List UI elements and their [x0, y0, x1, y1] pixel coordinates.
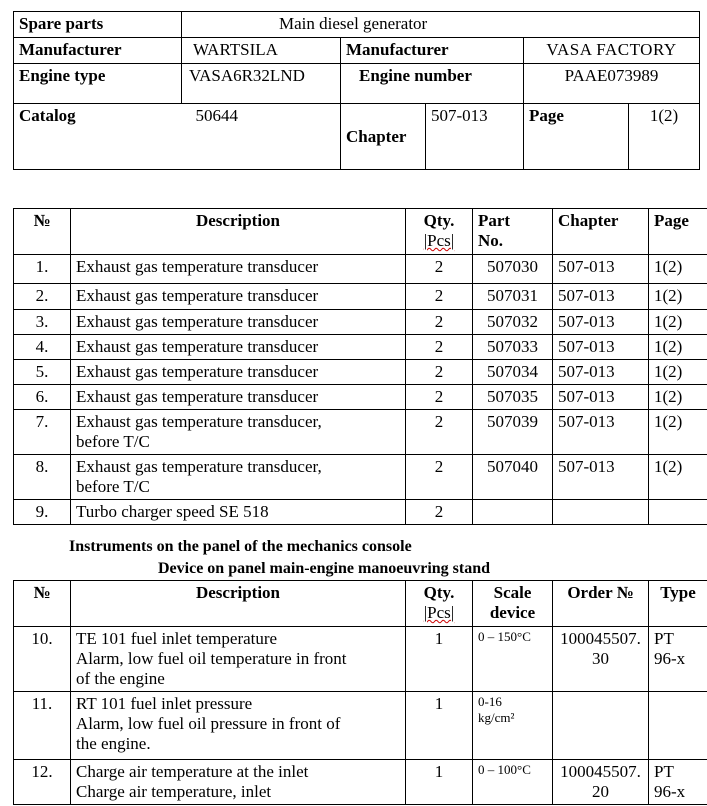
row-qty: 1	[406, 627, 473, 692]
row-description-line3: of the engine	[76, 669, 165, 688]
row-description	[71, 255, 406, 284]
row-chapter: 507-013	[553, 335, 649, 360]
row-description	[71, 335, 406, 360]
row-scale-line1: 0 – 100°C	[478, 762, 531, 777]
table-row	[14, 627, 707, 692]
row-scale-line2: kg/cm²	[478, 710, 515, 725]
table-row	[14, 255, 707, 284]
row-description-line2: before T/C	[76, 477, 150, 496]
header-table	[13, 11, 700, 170]
row-qty: 1	[406, 760, 473, 805]
manufacturer2-label: Manufacturer	[341, 38, 524, 64]
row-qty: 2	[406, 335, 473, 360]
row-type	[649, 760, 707, 805]
table-row	[14, 500, 707, 525]
row-part: 507039	[473, 410, 553, 455]
row-qty: 2	[406, 410, 473, 455]
row-part: 507032	[473, 310, 553, 335]
col-part-label2: No.	[478, 231, 504, 250]
icol-type: Type	[649, 581, 707, 627]
row-description	[71, 500, 406, 525]
row-scale-line1: 0 – 150°C	[478, 629, 531, 644]
row-description-line1: Exhaust gas temperature transducer	[76, 362, 319, 381]
row-part: 507033	[473, 335, 553, 360]
row-description	[71, 410, 406, 455]
row-page: 1(2)	[649, 385, 707, 410]
table-row	[14, 385, 707, 410]
col-qty-label: Qty.	[423, 211, 455, 230]
row-description-line2: Alarm, low fuel oil temperature in front	[76, 649, 347, 668]
row-description	[71, 310, 406, 335]
row-description-line1: Exhaust gas temperature transducer	[76, 257, 319, 276]
catalog-value: 50644	[182, 104, 341, 170]
row-no: 8.	[14, 455, 71, 500]
row-description-line1: TE 101 fuel inlet temperature	[76, 629, 278, 648]
row-description	[71, 385, 406, 410]
row-page: 1(2)	[649, 310, 707, 335]
row-qty: 2	[406, 310, 473, 335]
row-description-line1: RT 101 fuel inlet pressure	[76, 694, 253, 713]
row-order	[553, 760, 649, 805]
row-no: 12.	[14, 760, 71, 805]
row-description-line2: before T/C	[76, 432, 150, 451]
row-part: 507031	[473, 284, 553, 310]
row-page: 1(2)	[649, 255, 707, 284]
manufacturer2-value: VASA FACTORY	[524, 38, 700, 64]
row-scale	[473, 760, 553, 805]
row-order-line2: 30	[592, 649, 609, 668]
spare-parts-label: Spare parts	[14, 12, 182, 38]
chapter-label: Chapter	[341, 104, 426, 170]
row-no: 6.	[14, 385, 71, 410]
row-no: 5.	[14, 360, 71, 385]
row-scale	[473, 627, 553, 692]
row-description-line3: the engine.	[76, 734, 151, 753]
icol-qty	[406, 581, 473, 627]
row-order-line1: 100045507.	[560, 629, 641, 648]
table-row	[14, 335, 707, 360]
row-part: 507030	[473, 255, 553, 284]
chapter-value: 507-013	[426, 104, 524, 170]
row-order	[553, 627, 649, 692]
row-chapter: 507-013	[553, 410, 649, 455]
col-no: №	[14, 209, 71, 255]
icol-order: Order №	[553, 581, 649, 627]
row-description-line2: Charge air temperature, inlet	[76, 782, 272, 801]
row-description-line1: Exhaust gas temperature transducer	[76, 387, 319, 406]
col-part	[473, 209, 553, 255]
table-row	[14, 360, 707, 385]
parts-table	[13, 208, 707, 525]
caption-line1: Instruments on the panel of the mechanics console	[69, 538, 412, 555]
row-description	[71, 760, 406, 805]
row-type-line2: 96-x	[654, 782, 686, 801]
row-chapter: 507-013	[553, 255, 649, 284]
table-row	[14, 284, 707, 310]
row-no: 4.	[14, 335, 71, 360]
row-description-line1: Exhaust gas temperature transducer	[76, 337, 319, 356]
row-part: 507034	[473, 360, 553, 385]
row-qty: 1	[406, 692, 473, 760]
table-row	[14, 310, 707, 335]
row-description	[71, 627, 406, 692]
row-chapter: 507-013	[553, 385, 649, 410]
row-order-line1: 100045507.	[560, 762, 641, 781]
row-page: 1(2)	[649, 335, 707, 360]
row-description-line2: Alarm, low fuel oil pressure in front of	[76, 714, 341, 733]
icol-scale-label: Scale	[493, 583, 532, 602]
table-row	[14, 760, 707, 805]
catalog-label: Catalog	[14, 104, 182, 170]
row-type	[649, 692, 707, 760]
engine-type-value: VASA6R32LND	[182, 64, 341, 104]
instruments-table	[13, 580, 707, 805]
table-row	[14, 455, 707, 500]
row-chapter: 507-013	[553, 284, 649, 310]
row-page: 1(2)	[649, 410, 707, 455]
row-scale-line1: 0-16	[478, 694, 502, 709]
row-qty: 2	[406, 255, 473, 284]
col-page: Page	[649, 209, 707, 255]
row-no: 10.	[14, 627, 71, 692]
row-description-line1: Turbo charger speed SE 518	[76, 502, 269, 521]
row-qty: 2	[406, 455, 473, 500]
row-no: 3.	[14, 310, 71, 335]
row-page: 1(2)	[649, 284, 707, 310]
row-qty: 2	[406, 385, 473, 410]
row-description-line1: Exhaust gas temperature transducer	[76, 286, 319, 305]
row-part: 507040	[473, 455, 553, 500]
row-description-line1: Charge air temperature at the inlet	[76, 762, 309, 781]
row-description	[71, 692, 406, 760]
spare-parts-value: Main diesel generator	[182, 12, 700, 38]
manufacturer-value: WARTSILA	[182, 38, 341, 64]
engine-number-value: PAAE073989	[524, 64, 700, 104]
manufacturer-label: Manufacturer	[14, 38, 182, 64]
table-row	[14, 692, 707, 760]
icol-no: №	[14, 581, 71, 627]
col-part-label: Part	[478, 211, 511, 230]
row-order	[553, 692, 649, 760]
row-qty: 2	[406, 360, 473, 385]
row-no: 7.	[14, 410, 71, 455]
row-description	[71, 455, 406, 500]
row-no: 11.	[14, 692, 71, 760]
icol-description: Description	[71, 581, 406, 627]
col-description: Description	[71, 209, 406, 255]
row-page: 1(2)	[649, 360, 707, 385]
row-qty: 2	[406, 284, 473, 310]
row-chapter	[553, 500, 649, 525]
row-type-line1: PT	[654, 762, 674, 781]
engine-type-label: Engine type	[14, 64, 182, 104]
row-no: 2.	[14, 284, 71, 310]
col-qty	[406, 209, 473, 255]
row-part: 507035	[473, 385, 553, 410]
col-chapter: Chapter	[553, 209, 649, 255]
row-chapter: 507-013	[553, 360, 649, 385]
icol-qty-label: Qty.	[423, 583, 455, 602]
row-page: 1(2)	[649, 455, 707, 500]
row-chapter: 507-013	[553, 310, 649, 335]
table-row	[14, 410, 707, 455]
row-qty: 2	[406, 500, 473, 525]
row-description-line1: Exhaust gas temperature transducer,	[76, 457, 322, 476]
row-no: 1.	[14, 255, 71, 284]
icol-qty-unit: |Pcs|	[423, 603, 455, 622]
row-no: 9.	[14, 500, 71, 525]
row-description	[71, 360, 406, 385]
engine-number-label: Engine number	[341, 64, 524, 104]
caption-line2: Device on panel main-engine manoeuvring stand	[158, 560, 491, 577]
row-description	[71, 284, 406, 310]
col-qty-unit: |Pcs|	[423, 231, 455, 250]
icol-scale-label2: device	[489, 603, 536, 622]
row-type	[649, 627, 707, 692]
page-label: Page	[524, 104, 629, 170]
row-part	[473, 500, 553, 525]
row-page	[649, 500, 707, 525]
row-order-line2: 20	[592, 782, 609, 801]
row-description-line1: Exhaust gas temperature transducer	[76, 312, 319, 331]
row-type-line1: PT	[654, 629, 674, 648]
row-scale	[473, 692, 553, 760]
page-value: 1(2)	[629, 104, 700, 170]
icol-scale	[473, 581, 553, 627]
row-chapter: 507-013	[553, 455, 649, 500]
row-description-line1: Exhaust gas temperature transducer,	[76, 412, 322, 431]
row-type-line2: 96-x	[654, 649, 686, 668]
